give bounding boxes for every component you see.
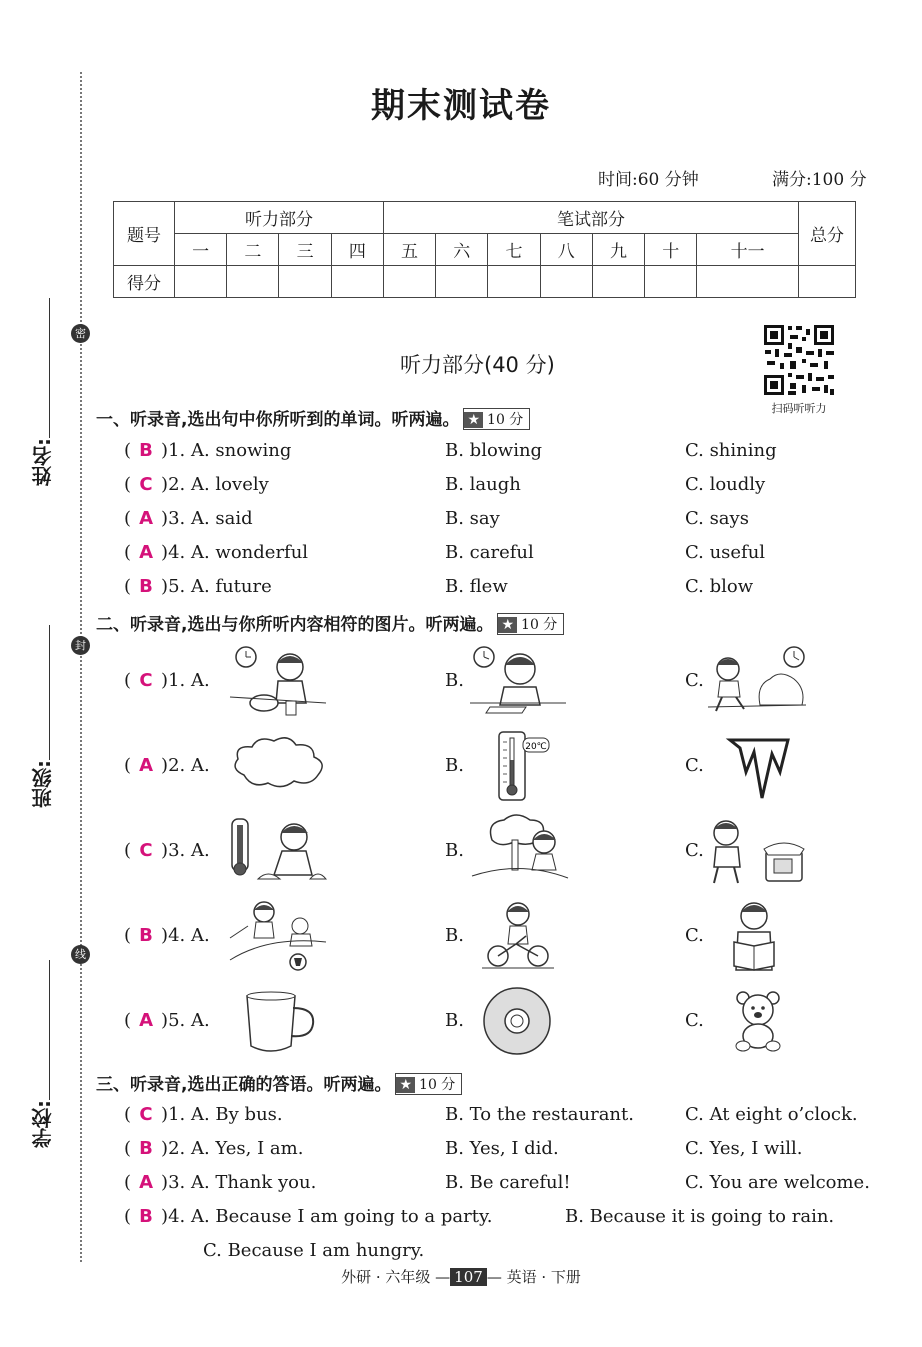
option-b[interactable]: B. laugh: [445, 474, 521, 495]
part1-points-badge: [463, 408, 530, 430]
option-b[interactable]: B.: [445, 755, 464, 776]
option-a[interactable]: A.: [190, 925, 210, 946]
option-a[interactable]: A.: [190, 840, 210, 861]
option-a[interactable]: A. wonderful: [190, 542, 309, 563]
score-cell[interactable]: [799, 266, 856, 298]
answer-mark[interactable]: A: [139, 755, 153, 776]
answer-mark[interactable]: B: [139, 440, 153, 461]
p2-row: ( B )4. A.: [124, 925, 210, 946]
q-number: 九: [592, 234, 644, 266]
score-cell[interactable]: [645, 266, 697, 298]
p3-row: ( A )3. A. Thank you.: [124, 1172, 317, 1193]
option-a[interactable]: A. said: [190, 508, 253, 529]
question-number: 2.: [168, 1138, 186, 1159]
option-b[interactable]: B.: [445, 670, 464, 691]
score-cell[interactable]: [592, 266, 644, 298]
class-line[interactable]: [49, 625, 50, 760]
full-score-info: 满分:100 分: [772, 170, 867, 190]
p1-row: ( C )2. A. lovely: [124, 474, 269, 495]
part1-points: 10 分: [487, 412, 524, 428]
answer-mark[interactable]: B: [139, 576, 153, 597]
star-icon: ★: [464, 412, 483, 428]
p1-row: ( A )4. A. wonderful: [124, 542, 309, 563]
p2-row: ( A )2. A.: [124, 755, 210, 776]
answer-mark[interactable]: C: [139, 840, 153, 861]
part2-points-badge: [497, 613, 564, 635]
answer-mark[interactable]: A: [139, 1010, 153, 1031]
answer-mark[interactable]: A: [139, 1172, 153, 1193]
part1-heading: [96, 405, 530, 430]
part2-heading: [96, 610, 564, 635]
question-number: 1.: [168, 670, 186, 691]
part1-title: 一、听录音,选出句中你所听到的单词。听两遍。: [96, 410, 460, 430]
option-c[interactable]: C.: [685, 925, 704, 946]
score-cell[interactable]: [227, 266, 279, 298]
score-label: 得分: [114, 266, 175, 298]
option-c[interactable]: C.: [685, 1010, 704, 1031]
option-b[interactable]: B. say: [445, 508, 500, 529]
part2-title: 二、听录音,选出与你所听内容相符的图片。听两遍。: [96, 615, 494, 635]
row-label: 题号: [114, 202, 175, 266]
option-a[interactable]: A. future: [190, 576, 272, 597]
q-number: 十: [645, 234, 697, 266]
option-a[interactable]: A. Because I am going to a party.: [190, 1206, 493, 1227]
page-title: 期末测试卷: [371, 86, 551, 126]
option-c[interactable]: C. says: [685, 508, 749, 529]
option-b[interactable]: B. To the restaurant.: [445, 1104, 634, 1125]
option-a[interactable]: A.: [190, 755, 210, 776]
listening-header-cell: 听力部分: [175, 202, 384, 234]
girl-running-under-tree-icon[interactable]: [470, 812, 570, 888]
answer-mark[interactable]: C: [139, 1104, 153, 1125]
seal-xian: 线: [71, 945, 90, 964]
option-a[interactable]: A. lovely: [190, 474, 269, 495]
option-c[interactable]: C. Yes, I will.: [685, 1138, 803, 1159]
boy-reading-book-icon[interactable]: [728, 900, 784, 974]
option-a[interactable]: A. By bus.: [190, 1104, 283, 1125]
score-cell[interactable]: [436, 266, 488, 298]
q-number: 七: [488, 234, 540, 266]
score-cell[interactable]: [331, 266, 383, 298]
q-number: 三: [279, 234, 331, 266]
qr-caption: 扫码听听力: [771, 402, 827, 415]
option-c[interactable]: C. Because I am hungry.: [203, 1240, 425, 1261]
score-table: [113, 201, 856, 298]
name-label: 姓名:: [31, 438, 55, 486]
total-label: 总分: [799, 202, 856, 266]
icicles-icon[interactable]: [728, 738, 790, 800]
question-number: 1.: [168, 1104, 186, 1125]
hot-day-girl-icon[interactable]: [228, 815, 328, 887]
score-cell[interactable]: [279, 266, 331, 298]
question-number: 4.: [168, 542, 186, 563]
question-number: 5.: [168, 576, 186, 597]
option-b[interactable]: B.: [445, 925, 464, 946]
part3-heading: [96, 1070, 462, 1095]
thermometer-icon[interactable]: [495, 730, 555, 804]
option-b[interactable]: B. Because it is going to rain.: [565, 1206, 835, 1227]
boy-going-to-park-icon[interactable]: [708, 645, 808, 721]
option-b[interactable]: B.: [445, 1010, 464, 1031]
p1-row: ( B )5. A. future: [124, 576, 272, 597]
option-c[interactable]: C. loudly: [685, 474, 766, 495]
p1-row: ( A )3. A. said: [124, 508, 253, 529]
question-number: 3.: [168, 840, 186, 861]
option-a[interactable]: A.: [190, 1010, 210, 1031]
part3-points: 10 分: [419, 1077, 456, 1093]
option-c[interactable]: C. shining: [685, 440, 777, 461]
boy-and-telephone-icon[interactable]: [708, 815, 808, 887]
answer-mark[interactable]: A: [139, 508, 153, 529]
part3-points-badge: [395, 1073, 462, 1095]
option-a[interactable]: A. snowing: [190, 440, 292, 461]
score-cell[interactable]: [488, 266, 540, 298]
option-a[interactable]: A.: [190, 670, 210, 691]
score-cell[interactable]: [175, 266, 227, 298]
option-a[interactable]: A. Thank you.: [190, 1172, 317, 1193]
q-number: 八: [540, 234, 592, 266]
listening-section-header: 听力部分(40 分): [400, 353, 555, 377]
question-number: 3.: [168, 508, 186, 529]
score-cell[interactable]: [697, 266, 799, 298]
star-icon: ★: [396, 1077, 415, 1093]
option-b[interactable]: B. Be careful!: [445, 1172, 571, 1193]
option-c[interactable]: C. blow: [685, 576, 754, 597]
option-b[interactable]: B. Yes, I did.: [445, 1138, 559, 1159]
time-info: 时间:60 分钟: [598, 170, 699, 190]
question-number: 1.: [168, 440, 186, 461]
school-line[interactable]: [49, 960, 50, 1100]
option-c[interactable]: C. You are welcome.: [685, 1172, 870, 1193]
boys-playing-football-icon[interactable]: [228, 900, 328, 972]
q-number: 一: [175, 234, 227, 266]
option-b[interactable]: B.: [445, 840, 464, 861]
answer-mark[interactable]: C: [139, 670, 153, 691]
option-c[interactable]: C. useful: [685, 542, 766, 563]
page-footer: [0, 1266, 922, 1287]
p1-row: ( B )1. A. snowing: [124, 440, 292, 461]
answer-mark[interactable]: A: [139, 542, 153, 563]
part3-title: 三、听录音,选出正确的答语。听两遍。: [96, 1075, 392, 1095]
thermometer-reading: 20℃: [525, 742, 547, 752]
score-cell[interactable]: [540, 266, 592, 298]
score-cell[interactable]: [383, 266, 435, 298]
seal-mi: 密: [71, 324, 90, 343]
cd-disc-icon[interactable]: [482, 986, 552, 1056]
p3-row: ( B )4. A. Because I am going to a party.: [124, 1206, 493, 1227]
option-b[interactable]: B. blowing: [445, 440, 543, 461]
p3-row: ( C )1. A. By bus.: [124, 1104, 283, 1125]
option-c[interactable]: C.: [685, 670, 704, 691]
option-b[interactable]: B. flew: [445, 576, 508, 597]
q-number: 二: [227, 234, 279, 266]
question-number: 3.: [168, 1172, 186, 1193]
answer-mark[interactable]: B: [139, 925, 153, 946]
q-number: 四: [331, 234, 383, 266]
answer-mark[interactable]: C: [139, 474, 153, 495]
question-number: 2.: [168, 474, 186, 495]
p3-row: ( B )2. A. Yes, I am.: [124, 1138, 304, 1159]
cloud-icon[interactable]: [230, 735, 328, 791]
writing-header-cell: 笔试部分: [383, 202, 798, 234]
answer-mark[interactable]: B: [139, 1206, 153, 1227]
cup-icon[interactable]: [243, 990, 317, 1054]
star-icon: ★: [498, 617, 517, 633]
p2-row: ( A )5. A.: [124, 1010, 210, 1031]
option-c[interactable]: C.: [685, 755, 704, 776]
footer-left: 外研 · 六年级 —: [341, 1268, 451, 1286]
question-number: 5.: [168, 1010, 186, 1031]
question-number: 4.: [168, 1206, 186, 1227]
q-number: 六: [436, 234, 488, 266]
binding-dotted-line: [80, 72, 82, 1262]
option-a[interactable]: A. Yes, I am.: [190, 1138, 304, 1159]
footer-right: — 英语 · 下册: [486, 1268, 581, 1286]
question-number: 2.: [168, 755, 186, 776]
part2-points: 10 分: [521, 617, 558, 633]
page-number: 107: [450, 1268, 487, 1286]
option-b[interactable]: B. careful: [445, 542, 534, 563]
p2-row: ( C )1. A.: [124, 670, 210, 691]
qr-code-icon[interactable]: [762, 323, 836, 397]
teddy-bear-icon[interactable]: [733, 990, 783, 1052]
school-label: 学校:: [31, 1100, 55, 1148]
question-number: 4.: [168, 925, 186, 946]
p2-row: ( C )3. A.: [124, 840, 210, 861]
answer-mark[interactable]: B: [139, 1138, 153, 1159]
name-line[interactable]: [49, 298, 50, 438]
option-c[interactable]: C.: [685, 840, 704, 861]
q-number: 五: [383, 234, 435, 266]
option-c[interactable]: C. At eight o’clock.: [685, 1104, 858, 1125]
boy-eating-noodles-icon[interactable]: [230, 645, 328, 721]
boy-doing-homework-icon[interactable]: [470, 645, 568, 721]
seal-feng: 封: [71, 636, 90, 655]
boy-riding-bike-icon[interactable]: [482, 900, 556, 972]
q-number: 十一: [697, 234, 799, 266]
class-label: 班级:: [31, 760, 55, 808]
